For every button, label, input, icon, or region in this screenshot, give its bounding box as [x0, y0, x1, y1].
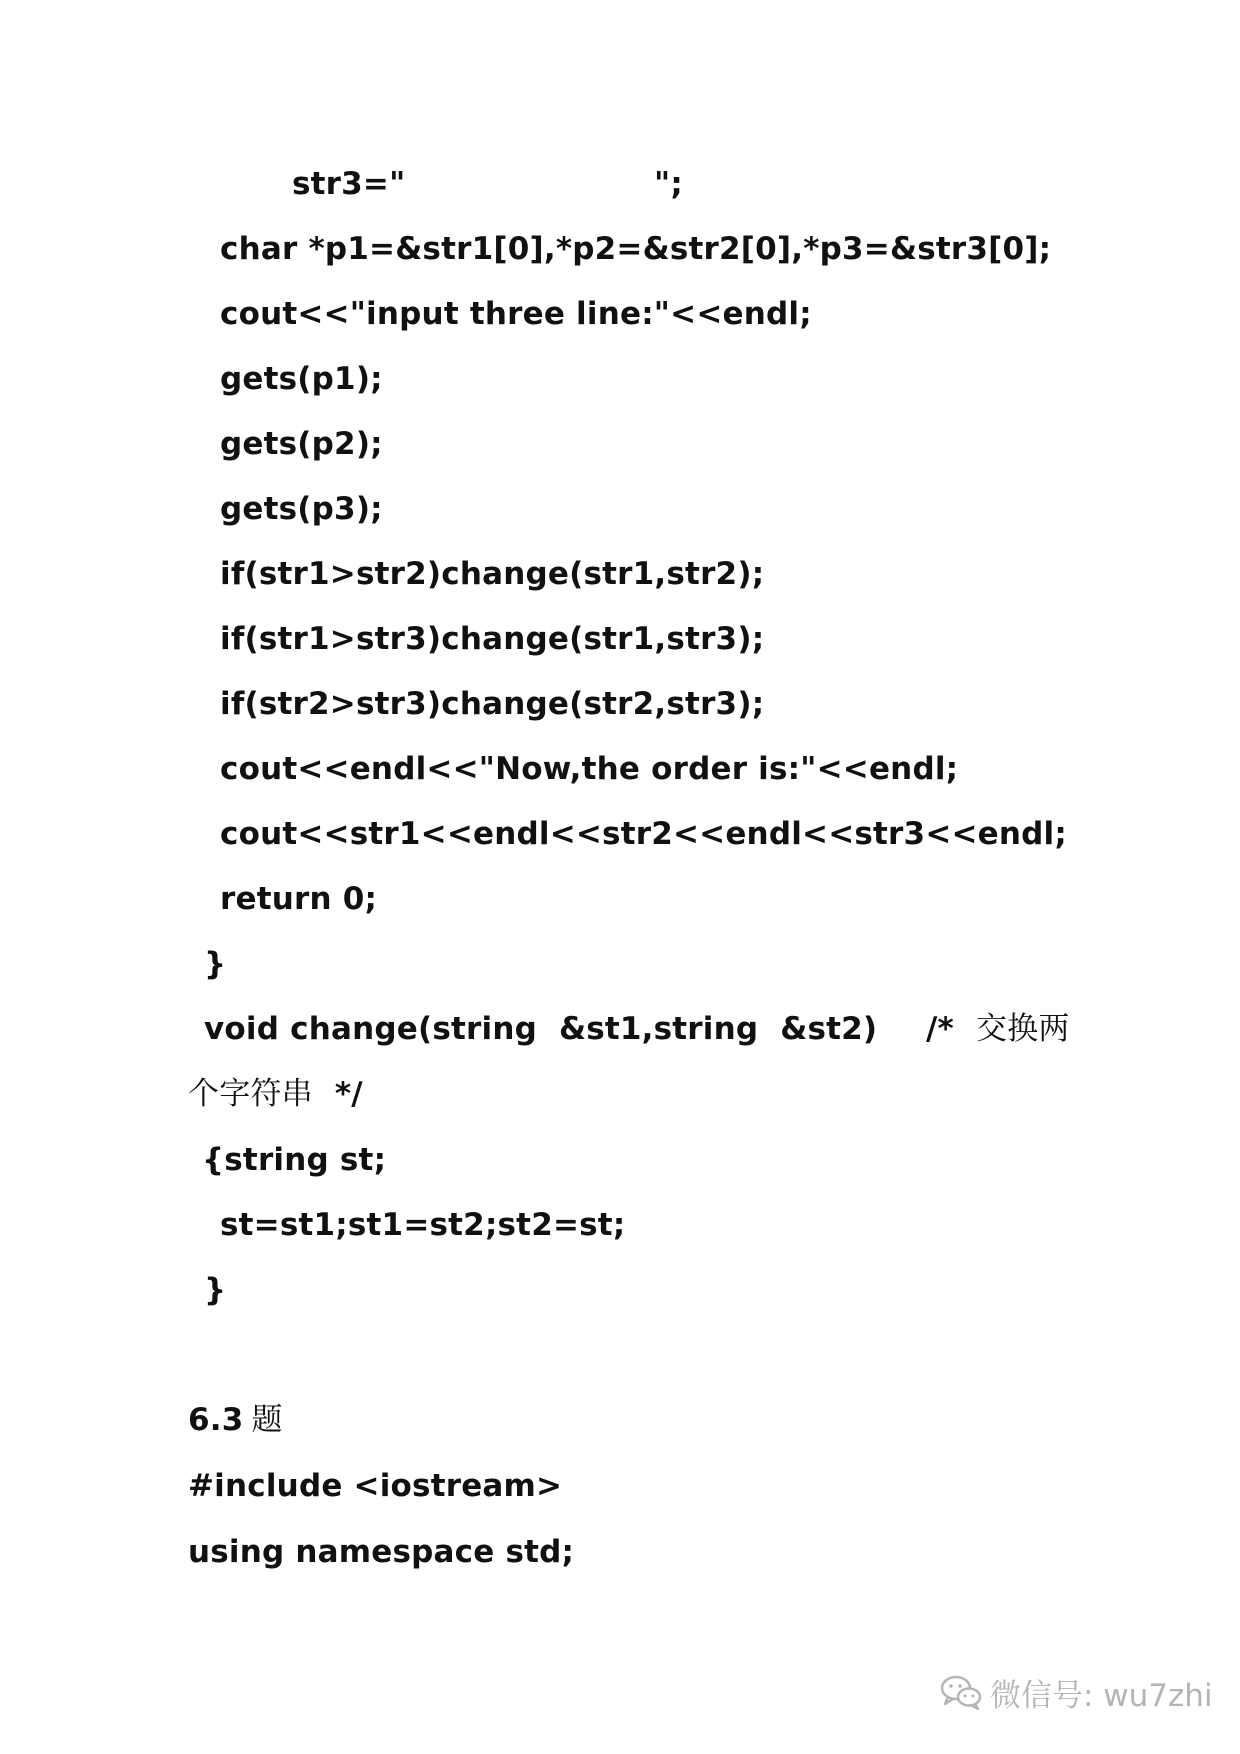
code-line: st=st1;st1=st2;st2=st;	[220, 1207, 626, 1243]
code-line: if(str1>str2)change(str1,str2);	[220, 556, 765, 592]
comment-text: 个字符串	[188, 1076, 313, 1112]
watermark	[940, 1670, 1213, 1714]
watermark-text: 微信号: wu7zhi	[990, 1677, 1213, 1714]
code-line: if(str1>str3)change(str1,str3);	[220, 621, 765, 657]
code-line: {string st;	[202, 1142, 387, 1178]
code-line: gets(p3);	[220, 491, 383, 527]
comment-start: /*	[926, 1011, 954, 1047]
comment-text: 交换两	[975, 1011, 1070, 1047]
code-line	[188, 1074, 363, 1114]
code-text: ";	[654, 166, 683, 202]
code-text: str3="	[292, 166, 406, 202]
comment	[926, 1009, 1070, 1049]
code-line: cout<<"input three line:"<<endl;	[220, 296, 812, 332]
code-line: return 0;	[220, 881, 378, 917]
code-line: cout<<endl<<"Now,the order is:"<<endl;	[220, 751, 959, 787]
section-number: 6.3	[188, 1402, 244, 1438]
code-line: #include <iostream>	[188, 1468, 563, 1504]
code-line: cout<<str1<<endl<<str2<<endl<<str3<<endl;	[220, 816, 1067, 852]
code-text: void change(string &st1,string &st2)	[204, 1011, 878, 1047]
section-heading	[188, 1400, 283, 1440]
code-line	[204, 1009, 1070, 1049]
section-label: 题	[251, 1402, 283, 1438]
code-line: gets(p1);	[220, 361, 383, 397]
comment-end: */	[334, 1076, 363, 1112]
wechat-icon	[940, 1674, 982, 1710]
code-line	[292, 164, 683, 204]
code-line: using namespace std;	[188, 1534, 575, 1570]
code-line: }	[204, 1272, 227, 1308]
code-line: gets(p2);	[220, 426, 383, 462]
code-line: if(str2>str3)change(str2,str3);	[220, 686, 765, 722]
code-line: }	[204, 946, 227, 982]
code-line: char *p1=&str1[0],*p2=&str2[0],*p3=&str3[0];	[220, 231, 1052, 267]
